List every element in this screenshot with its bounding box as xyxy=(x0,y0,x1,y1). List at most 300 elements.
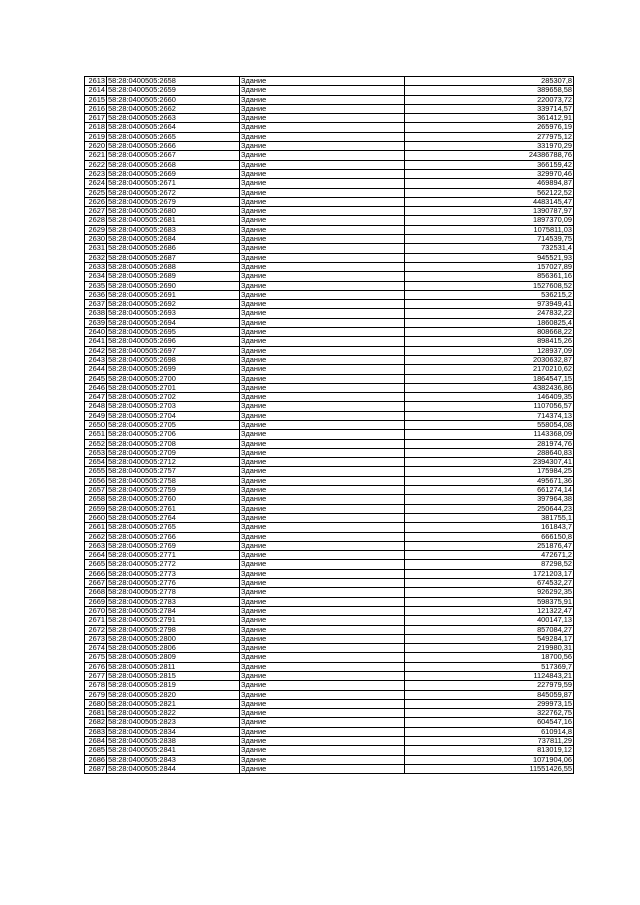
table-row xyxy=(85,402,574,411)
table-row xyxy=(85,383,574,392)
cadastral-number: 58:28:0400505:2706 xyxy=(107,430,240,439)
table-row xyxy=(85,727,574,736)
cadastral-value: 536215,2 xyxy=(405,290,574,299)
object-type: Здание xyxy=(240,346,405,355)
cadastral-value: 558054,08 xyxy=(405,420,574,429)
object-type: Здание xyxy=(240,104,405,113)
row-number: 2637 xyxy=(85,300,107,309)
row-number: 2661 xyxy=(85,523,107,532)
cadastral-value: 277975,12 xyxy=(405,132,574,141)
cadastral-value: 247832,22 xyxy=(405,309,574,318)
row-number: 2677 xyxy=(85,672,107,681)
row-number: 2672 xyxy=(85,625,107,634)
object-type: Здание xyxy=(240,634,405,643)
cadastral-number: 58:28:0400505:2687 xyxy=(107,253,240,262)
object-type: Здание xyxy=(240,690,405,699)
cadastral-value: 1143368,09 xyxy=(405,430,574,439)
row-number: 2687 xyxy=(85,764,107,773)
cadastral-value: 674532,27 xyxy=(405,579,574,588)
cadastral-value: 1075811,03 xyxy=(405,225,574,234)
row-number: 2644 xyxy=(85,365,107,374)
object-type: Здание xyxy=(240,86,405,95)
object-type: Здание xyxy=(240,355,405,364)
cadastral-value: 598375,91 xyxy=(405,597,574,606)
object-type: Здание xyxy=(240,328,405,337)
row-number: 2658 xyxy=(85,495,107,504)
object-type: Здание xyxy=(240,504,405,513)
table-row xyxy=(85,560,574,569)
table-row xyxy=(85,114,574,123)
table-row xyxy=(85,142,574,151)
table-row xyxy=(85,262,574,271)
object-type: Здание xyxy=(240,253,405,262)
cadastral-value: 250644,23 xyxy=(405,504,574,513)
object-type: Здание xyxy=(240,95,405,104)
cadastral-value: 2394307,41 xyxy=(405,458,574,467)
row-number: 2613 xyxy=(85,77,107,86)
table-row xyxy=(85,653,574,662)
object-type: Здание xyxy=(240,132,405,141)
cadastral-number: 58:28:0400505:2760 xyxy=(107,495,240,504)
cadastral-value: 714539,75 xyxy=(405,235,574,244)
table-row xyxy=(85,346,574,355)
object-type: Здание xyxy=(240,197,405,206)
cadastral-number: 58:28:0400505:2838 xyxy=(107,737,240,746)
cadastral-value: 381755,1 xyxy=(405,513,574,522)
table-row xyxy=(85,699,574,708)
cadastral-number: 58:28:0400505:2772 xyxy=(107,560,240,569)
row-number: 2624 xyxy=(85,179,107,188)
row-number: 2638 xyxy=(85,309,107,318)
object-type: Здание xyxy=(240,160,405,169)
cadastral-value: 610914,8 xyxy=(405,727,574,736)
row-number: 2651 xyxy=(85,430,107,439)
cadastral-number: 58:28:0400505:2701 xyxy=(107,383,240,392)
row-number: 2640 xyxy=(85,328,107,337)
cadastral-value: 285307,8 xyxy=(405,77,574,86)
cadastral-value: 146409,35 xyxy=(405,393,574,402)
row-number: 2614 xyxy=(85,86,107,95)
cadastral-value: 4382436,86 xyxy=(405,383,574,392)
object-type: Здание xyxy=(240,588,405,597)
row-number: 2670 xyxy=(85,606,107,615)
cadastral-number: 58:28:0400505:2757 xyxy=(107,467,240,476)
cadastral-number: 58:28:0400505:2702 xyxy=(107,393,240,402)
table-row xyxy=(85,132,574,141)
object-type: Здание xyxy=(240,672,405,681)
cadastral-number: 58:28:0400505:2692 xyxy=(107,300,240,309)
cadastral-value: 288640,83 xyxy=(405,448,574,457)
row-number: 2653 xyxy=(85,448,107,457)
cadastral-number: 58:28:0400505:2660 xyxy=(107,95,240,104)
cadastral-number: 58:28:0400505:2704 xyxy=(107,411,240,420)
object-type: Здание xyxy=(240,439,405,448)
cadastral-value: 1107056,57 xyxy=(405,402,574,411)
table-row xyxy=(85,253,574,262)
table-row xyxy=(85,690,574,699)
cadastral-value: 808668,22 xyxy=(405,328,574,337)
cadastral-number: 58:28:0400505:2843 xyxy=(107,755,240,764)
object-type: Здание xyxy=(240,365,405,374)
cadastral-value: 845059,87 xyxy=(405,690,574,699)
table-row xyxy=(85,439,574,448)
table-row xyxy=(85,197,574,206)
cadastral-number: 58:28:0400505:2811 xyxy=(107,662,240,671)
table-row xyxy=(85,337,574,346)
row-number: 2664 xyxy=(85,551,107,560)
cadastral-number: 58:28:0400505:2686 xyxy=(107,244,240,253)
cadastral-value: 472671,2 xyxy=(405,551,574,560)
object-type: Здание xyxy=(240,486,405,495)
cadastral-number: 58:28:0400505:2758 xyxy=(107,476,240,485)
table-row xyxy=(85,681,574,690)
cadastral-value: 400147,13 xyxy=(405,616,574,625)
object-type: Здание xyxy=(240,653,405,662)
row-number: 2632 xyxy=(85,253,107,262)
row-number: 2622 xyxy=(85,160,107,169)
row-number: 2623 xyxy=(85,169,107,178)
table-row xyxy=(85,467,574,476)
cadastral-number: 58:28:0400505:2798 xyxy=(107,625,240,634)
row-number: 2647 xyxy=(85,393,107,402)
cadastral-number: 58:28:0400505:2784 xyxy=(107,606,240,615)
table-row xyxy=(85,225,574,234)
row-number: 2671 xyxy=(85,616,107,625)
cadastral-value: 339714,57 xyxy=(405,104,574,113)
object-type: Здание xyxy=(240,309,405,318)
cadastral-number: 58:28:0400505:2668 xyxy=(107,160,240,169)
cadastral-value: 175984,25 xyxy=(405,467,574,476)
table-row xyxy=(85,625,574,634)
table-row xyxy=(85,355,574,364)
cadastral-number: 58:28:0400505:2658 xyxy=(107,77,240,86)
cadastral-value: 251876,47 xyxy=(405,541,574,550)
row-number: 2663 xyxy=(85,541,107,550)
row-number: 2649 xyxy=(85,411,107,420)
table-row xyxy=(85,77,574,86)
row-number: 2673 xyxy=(85,634,107,643)
object-type: Здание xyxy=(240,476,405,485)
cadastral-number: 58:28:0400505:2769 xyxy=(107,541,240,550)
object-type: Здание xyxy=(240,151,405,160)
object-type: Здание xyxy=(240,77,405,86)
cadastral-number: 58:28:0400505:2663 xyxy=(107,114,240,123)
row-number: 2668 xyxy=(85,588,107,597)
cadastral-number: 58:28:0400505:2697 xyxy=(107,346,240,355)
table-row xyxy=(85,513,574,522)
table-row xyxy=(85,458,574,467)
cadastral-value: 945521,93 xyxy=(405,253,574,262)
row-number: 2667 xyxy=(85,579,107,588)
object-type: Здание xyxy=(240,244,405,253)
object-type: Здание xyxy=(240,467,405,476)
object-type: Здание xyxy=(240,402,405,411)
table-row xyxy=(85,644,574,653)
row-number: 2621 xyxy=(85,151,107,160)
cadastral-number: 58:28:0400505:2672 xyxy=(107,188,240,197)
cadastral-number: 58:28:0400505:2690 xyxy=(107,281,240,290)
object-type: Здание xyxy=(240,495,405,504)
row-number: 2660 xyxy=(85,513,107,522)
cadastral-number: 58:28:0400505:2684 xyxy=(107,235,240,244)
table-row xyxy=(85,328,574,337)
table-row xyxy=(85,123,574,132)
row-number: 2686 xyxy=(85,755,107,764)
object-type: Здание xyxy=(240,737,405,746)
row-number: 2646 xyxy=(85,383,107,392)
cadastral-number: 58:28:0400505:2820 xyxy=(107,690,240,699)
table-row xyxy=(85,709,574,718)
cadastral-value: 813019,12 xyxy=(405,746,574,755)
object-type: Здание xyxy=(240,606,405,615)
cadastral-value: 366159,42 xyxy=(405,160,574,169)
row-number: 2627 xyxy=(85,207,107,216)
cadastral-number: 58:28:0400505:2823 xyxy=(107,718,240,727)
row-number: 2642 xyxy=(85,346,107,355)
cadastral-number: 58:28:0400505:2809 xyxy=(107,653,240,662)
row-number: 2626 xyxy=(85,197,107,206)
cadastral-value: 4483145,47 xyxy=(405,197,574,206)
object-type: Здание xyxy=(240,393,405,402)
row-number: 2628 xyxy=(85,216,107,225)
table-row xyxy=(85,718,574,727)
cadastral-number: 58:28:0400505:2683 xyxy=(107,225,240,234)
object-type: Здание xyxy=(240,383,405,392)
object-type: Здание xyxy=(240,458,405,467)
row-number: 2633 xyxy=(85,262,107,271)
cadastral-number: 58:28:0400505:2783 xyxy=(107,597,240,606)
cadastral-value: 121322,47 xyxy=(405,606,574,615)
cadastral-number: 58:28:0400505:2761 xyxy=(107,504,240,513)
cadastral-number: 58:28:0400505:2699 xyxy=(107,365,240,374)
cadastral-number: 58:28:0400505:2834 xyxy=(107,727,240,736)
row-number: 2669 xyxy=(85,597,107,606)
table-row xyxy=(85,281,574,290)
row-number: 2684 xyxy=(85,737,107,746)
table-row xyxy=(85,541,574,550)
row-number: 2674 xyxy=(85,644,107,653)
object-type: Здание xyxy=(240,420,405,429)
cadastral-value: 331970,29 xyxy=(405,142,574,151)
object-type: Здание xyxy=(240,513,405,522)
cadastral-number: 58:28:0400505:2703 xyxy=(107,402,240,411)
cadastral-table xyxy=(84,76,574,774)
table-row xyxy=(85,504,574,513)
cadastral-value: 389658,58 xyxy=(405,86,574,95)
table-row xyxy=(85,532,574,541)
row-number: 2683 xyxy=(85,727,107,736)
row-number: 2657 xyxy=(85,486,107,495)
object-type: Здание xyxy=(240,448,405,457)
row-number: 2662 xyxy=(85,532,107,541)
row-number: 2635 xyxy=(85,281,107,290)
object-type: Здание xyxy=(240,560,405,569)
row-number: 2685 xyxy=(85,746,107,755)
cadastral-number: 58:28:0400505:2669 xyxy=(107,169,240,178)
table-row xyxy=(85,411,574,420)
object-type: Здание xyxy=(240,169,405,178)
cadastral-number: 58:28:0400505:2708 xyxy=(107,439,240,448)
table-row xyxy=(85,662,574,671)
cadastral-value: 322762,75 xyxy=(405,709,574,718)
cadastral-number: 58:28:0400505:2689 xyxy=(107,272,240,281)
table-row xyxy=(85,746,574,755)
cadastral-value: 1124843,21 xyxy=(405,672,574,681)
cadastral-number: 58:28:0400505:2844 xyxy=(107,764,240,773)
cadastral-value: 562122,52 xyxy=(405,188,574,197)
object-type: Здание xyxy=(240,300,405,309)
cadastral-value: 469894,87 xyxy=(405,179,574,188)
row-number: 2681 xyxy=(85,709,107,718)
cadastral-number: 58:28:0400505:2822 xyxy=(107,709,240,718)
cadastral-value: 397964,38 xyxy=(405,495,574,504)
object-type: Здание xyxy=(240,114,405,123)
cadastral-number: 58:28:0400505:2764 xyxy=(107,513,240,522)
row-number: 2679 xyxy=(85,690,107,699)
cadastral-value: 128937,09 xyxy=(405,346,574,355)
cadastral-value: 87298,52 xyxy=(405,560,574,569)
object-type: Здание xyxy=(240,142,405,151)
cadastral-number: 58:28:0400505:2688 xyxy=(107,262,240,271)
object-type: Здание xyxy=(240,764,405,773)
table-row xyxy=(85,523,574,532)
cadastral-value: 604547,16 xyxy=(405,718,574,727)
row-number: 2639 xyxy=(85,318,107,327)
object-type: Здание xyxy=(240,662,405,671)
cadastral-value: 227979,59 xyxy=(405,681,574,690)
object-type: Здание xyxy=(240,272,405,281)
row-number: 2675 xyxy=(85,653,107,662)
table-row xyxy=(85,104,574,113)
cadastral-value: 2030632,87 xyxy=(405,355,574,364)
cadastral-value: 157027,89 xyxy=(405,262,574,271)
cadastral-value: 281974,76 xyxy=(405,439,574,448)
object-type: Здание xyxy=(240,755,405,764)
cadastral-value: 549284,17 xyxy=(405,634,574,643)
row-number: 2620 xyxy=(85,142,107,151)
cadastral-number: 58:28:0400505:2691 xyxy=(107,290,240,299)
cadastral-number: 58:28:0400505:2664 xyxy=(107,123,240,132)
table-row xyxy=(85,309,574,318)
table-row xyxy=(85,244,574,253)
row-number: 2654 xyxy=(85,458,107,467)
row-number: 2641 xyxy=(85,337,107,346)
row-number: 2630 xyxy=(85,235,107,244)
object-type: Здание xyxy=(240,569,405,578)
table-row xyxy=(85,151,574,160)
table-row xyxy=(85,420,574,429)
cadastral-value: 1897370,09 xyxy=(405,216,574,225)
table-row xyxy=(85,588,574,597)
cadastral-number: 58:28:0400505:2759 xyxy=(107,486,240,495)
row-number: 2665 xyxy=(85,560,107,569)
object-type: Здание xyxy=(240,699,405,708)
table-row xyxy=(85,616,574,625)
cadastral-number: 58:28:0400505:2671 xyxy=(107,179,240,188)
cadastral-number: 58:28:0400505:2700 xyxy=(107,374,240,383)
row-number: 2643 xyxy=(85,355,107,364)
object-type: Здание xyxy=(240,718,405,727)
table-row xyxy=(85,86,574,95)
table-row xyxy=(85,169,574,178)
object-type: Здание xyxy=(240,709,405,718)
table-row xyxy=(85,606,574,615)
cadastral-number: 58:28:0400505:2681 xyxy=(107,216,240,225)
table-row xyxy=(85,374,574,383)
table-row xyxy=(85,597,574,606)
table-row xyxy=(85,290,574,299)
cadastral-number: 58:28:0400505:2778 xyxy=(107,588,240,597)
cadastral-value: 361412,91 xyxy=(405,114,574,123)
row-number: 2629 xyxy=(85,225,107,234)
cadastral-value: 329970,46 xyxy=(405,169,574,178)
table-row xyxy=(85,448,574,457)
row-number: 2615 xyxy=(85,95,107,104)
row-number: 2645 xyxy=(85,374,107,383)
cadastral-value: 973949,41 xyxy=(405,300,574,309)
cadastral-value: 666150,8 xyxy=(405,532,574,541)
cadastral-number: 58:28:0400505:2662 xyxy=(107,104,240,113)
row-number: 2618 xyxy=(85,123,107,132)
cadastral-number: 58:28:0400505:2695 xyxy=(107,328,240,337)
cadastral-number: 58:28:0400505:2712 xyxy=(107,458,240,467)
object-type: Здание xyxy=(240,235,405,244)
row-number: 2655 xyxy=(85,467,107,476)
cadastral-value: 495671,36 xyxy=(405,476,574,485)
cadastral-number: 58:28:0400505:2771 xyxy=(107,551,240,560)
table-row xyxy=(85,179,574,188)
table-row xyxy=(85,551,574,560)
cadastral-value: 11551426,55 xyxy=(405,764,574,773)
table-row xyxy=(85,393,574,402)
cadastral-number: 58:28:0400505:2694 xyxy=(107,318,240,327)
table-row xyxy=(85,737,574,746)
object-type: Здание xyxy=(240,644,405,653)
object-type: Здание xyxy=(240,207,405,216)
object-type: Здание xyxy=(240,597,405,606)
cadastral-value: 661274,14 xyxy=(405,486,574,495)
cadastral-value: 898415,26 xyxy=(405,337,574,346)
object-type: Здание xyxy=(240,523,405,532)
row-number: 2678 xyxy=(85,681,107,690)
object-type: Здание xyxy=(240,262,405,271)
table-row xyxy=(85,365,574,374)
cadastral-value: 265976,19 xyxy=(405,123,574,132)
cadastral-value: 732531,4 xyxy=(405,244,574,253)
cadastral-value: 856361,16 xyxy=(405,272,574,281)
object-type: Здание xyxy=(240,746,405,755)
cadastral-number: 58:28:0400505:2766 xyxy=(107,532,240,541)
row-number: 2682 xyxy=(85,718,107,727)
object-type: Здание xyxy=(240,681,405,690)
table-row xyxy=(85,755,574,764)
table-row xyxy=(85,300,574,309)
cadastral-number: 58:28:0400505:2815 xyxy=(107,672,240,681)
object-type: Здание xyxy=(240,225,405,234)
cadastral-number: 58:28:0400505:2705 xyxy=(107,420,240,429)
cadastral-number: 58:28:0400505:2696 xyxy=(107,337,240,346)
object-type: Здание xyxy=(240,290,405,299)
table-row xyxy=(85,216,574,225)
object-type: Здание xyxy=(240,727,405,736)
object-type: Здание xyxy=(240,337,405,346)
object-type: Здание xyxy=(240,616,405,625)
table-row xyxy=(85,95,574,104)
row-number: 2659 xyxy=(85,504,107,513)
table-row xyxy=(85,160,574,169)
object-type: Здание xyxy=(240,123,405,132)
cadastral-number: 58:28:0400505:2679 xyxy=(107,197,240,206)
